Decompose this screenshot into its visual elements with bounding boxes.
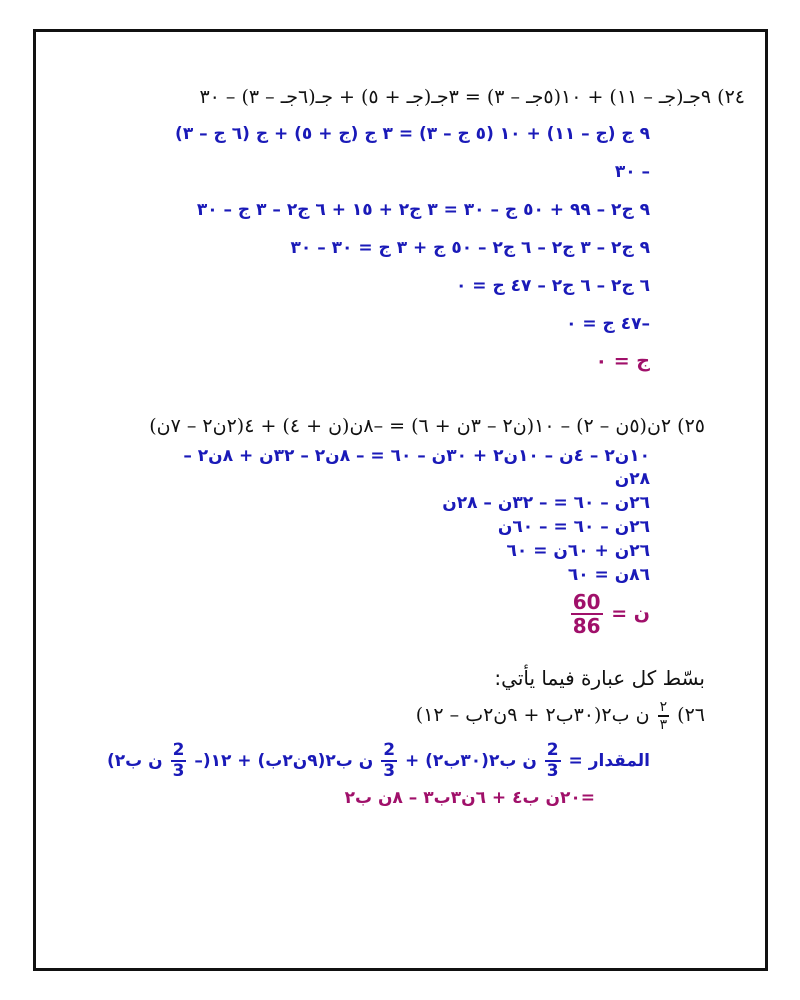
problem-24-answer: ج = ٠ (595, 350, 650, 372)
problem-24-step-3: ٩ ج٢ – ٩٩ + ٥٠ ج – ٣٠ = ٣ ج٢ + ١٥ + ٦ ج٢ – ٣ ج – ٣٠ (196, 200, 650, 220)
problem-25-statement: ٢٥) ٢ن(٥ن – ٢) – ١٠(ن٢ – ٣ن + ٦) = –٨ن(ن + ٤) + ٤(٢ن٢ – ٧ن) (149, 415, 705, 437)
answer-fraction (571, 592, 603, 636)
problem-24-step-4: ٩ ج٢ – ٣ ج٢ – ٦ ج٢ – ٥٠ ج + ٣ ج = ٣٠ – ٣٠ (290, 238, 650, 258)
fraction-denominator: 3 (546, 761, 559, 781)
section-heading: بسّط كل عبارة فيما يأتي: (494, 666, 705, 690)
problem-26-fraction (658, 700, 670, 732)
problem-24-step-2: – ٣٠ (614, 162, 650, 182)
problem-26-statement (416, 700, 705, 732)
fraction-denominator: 3 (172, 761, 185, 781)
problem-25-step-1: ١٠ن٢ – ٤ن – ١٠ن٢ + ٣٠ن – ٦٠ = – ٨ن٢ – ٣٢ن + ٨ن٢ – (183, 446, 650, 466)
problem-24-step-1: ٩ ج (ج – ١١) + ١٠ (٥ ج – ٣) = ٣ ج (ج + ٥) + ج (٦ ج – ٣) (175, 124, 650, 144)
work-fraction-3 (171, 742, 187, 780)
problem-25-answer (569, 592, 650, 636)
work-label: المقدار = (568, 751, 650, 771)
fraction-denominator: ٣ (659, 717, 668, 733)
work-term-2: ن ب٢(٩ن٢ب) + ١٢(– (194, 751, 374, 771)
work-fraction-1 (545, 742, 561, 780)
problem-25-step-2: ٢٨ن (614, 469, 650, 489)
fraction-numerator: 60 (572, 590, 601, 614)
problem-24-step-6: –٤٧ ج = ٠ (566, 314, 650, 334)
fraction-numerator: 2 (383, 740, 396, 760)
problem-26-work (107, 742, 650, 780)
fraction-denominator: 86 (572, 614, 601, 638)
problem-25-step-4: ٢٦ن – ٦٠ = – ٦٠ن (497, 517, 650, 537)
fraction-numerator: ٢ (659, 699, 668, 715)
problem-25-step-6: ٨٦ن = ٦٠ (567, 565, 650, 585)
fraction-denominator: 3 (383, 761, 396, 781)
fraction-numerator: 2 (172, 740, 185, 760)
problem-26-label: ٢٦) (677, 704, 705, 726)
answer-variable: ن = (611, 602, 650, 625)
problem-25-step-3: ٢٦ن – ٦٠ = – ٣٢ن – ٢٨ن (442, 493, 650, 513)
problem-24-statement: ٢٤) ٩جـ(جـ – ١١) + ١٠(٥جـ – ٣) = ٣جـ(جـ + ٥) + جـ(٦جـ – ٣) – ٣٠ (199, 86, 745, 108)
problem-24-step-5: ٦ ج٢ – ٦ ج٢ – ٤٧ ج = ٠ (455, 276, 650, 296)
work-term-1: ن ب٢(٣٠ب٢) + (404, 751, 537, 771)
problem-26-expression: ن ب٢(٣٠ب٢ + ٩ن٢ب – ١٢) (415, 704, 650, 726)
page-frame (33, 29, 768, 971)
work-term-3: ن ب٢) (106, 751, 163, 771)
problem-25-step-5: ٢٦ن + ٦٠ن = ٦٠ (506, 541, 650, 561)
work-fraction-2 (381, 742, 397, 780)
problem-26-answer: =٢٠ن ب٤ + ٦ن٣ب٣ – ٨ن ب٢ (344, 788, 595, 808)
fraction-numerator: 2 (546, 740, 559, 760)
